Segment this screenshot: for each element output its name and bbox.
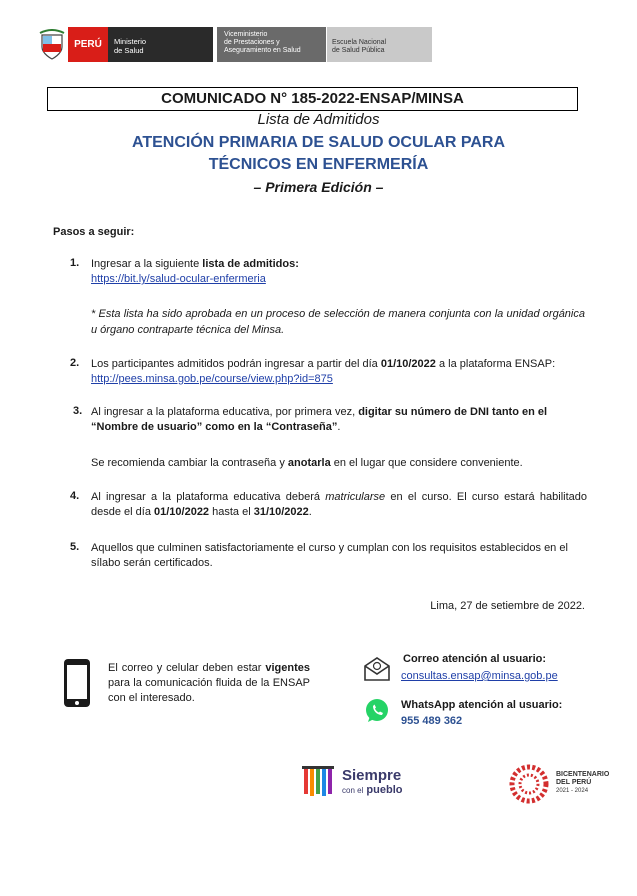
ensap-platform-link[interactable]: http://pees.minsa.gob.pe/course/view.php?id=875 <box>91 373 333 385</box>
step-number: 5. <box>70 541 80 553</box>
peru-logo: PERÚ <box>68 27 108 62</box>
step-number: 4. <box>70 490 80 502</box>
steps-heading: Pasos a seguir: <box>53 226 135 238</box>
peru-coat-of-arms-icon <box>38 29 66 61</box>
step-4-text: Al ingresar a la plataforma educativa deberá matricularse en el curso. El curso estará habilitado desde el día 01/10/2022 hasta el 31/10/2022. <box>91 491 587 518</box>
whatsapp-icon <box>364 698 390 724</box>
contact-notice: El correo y celular deben estar vigentes para la comunicación fluida de la ENSAP con el interesado. <box>108 662 310 704</box>
mobile-phone-icon <box>62 657 92 709</box>
step-3-text: Al ingresar a la plataforma educativa, por primera vez, digitar su número de DNI tanto en el “Nombre de usuario” como en la “Contraseña”. <box>91 406 548 433</box>
document-subtitle: Lista de Admitidos <box>257 111 380 128</box>
course-title-line1: ATENCIÓN PRIMARIA DE SALUD OCULAR PARA <box>131 134 506 151</box>
step-2-text: Los participantes admitidos podrán ingresar a partir del día 01/10/2022 a la plataforma ENSAP: http://pees.minsa.gob.pe/course/view.php?id=875 <box>91 358 556 385</box>
escuela-logo: Escuela Nacional de Salud Pública <box>327 27 432 62</box>
date-line: Lima, 27 de setiembre de 2022. <box>430 600 585 612</box>
step-number: 3. <box>73 405 83 417</box>
viceministerio-logo: Viceministerio de Prestaciones y Aseguramiento en Salud <box>217 27 326 62</box>
ministerio-logo: Ministerio de Salud <box>108 27 213 62</box>
email-icon <box>362 655 392 683</box>
step-1-text: Ingresar a la siguiente lista de admitidos: https://bit.ly/salud-ocular-enfermeria <box>91 258 299 285</box>
admitted-list-link[interactable]: https://bit.ly/salud-ocular-enfermeria <box>91 273 266 285</box>
logo-siempre: Siempre <box>342 767 402 784</box>
whatsapp-number: 955 489 362 <box>401 715 463 727</box>
bicentenario-years: 2021 - 2024 <box>556 788 589 794</box>
step-3-recommendation: Se recomienda cambiar la contraseña y anotarla en el lugar que considere conveniente. <box>91 457 523 469</box>
support-email-link[interactable]: consultas.ensap@minsa.gob.pe <box>401 670 558 682</box>
step-number: 1. <box>70 257 80 269</box>
bicentenario-sun-icon <box>508 763 550 805</box>
step-number: 2. <box>70 357 80 369</box>
email-heading: Correo atención al usuario: <box>403 653 547 665</box>
step-5-text: Aquellos que culminen satisfactoriamente el curso y cumplan con los requisitos establecidos en el sílabo serán certificados. <box>91 542 568 569</box>
bicentenario-logo <box>508 763 620 805</box>
whatsapp-heading: WhatsApp atención al usuario: <box>401 699 563 711</box>
edition-label: – Primera Edición – <box>253 179 384 195</box>
siempre-con-el-pueblo-logo <box>302 764 412 802</box>
logo-pueblo: con el pueblo <box>342 784 403 796</box>
bicentenario-line1: BICENTENARIO <box>556 771 610 778</box>
pueblo-figures-icon <box>302 764 338 800</box>
course-title-line2: TÉCNICOS EN ENFERMERÍA <box>208 156 429 173</box>
bicentenario-line2: DEL PERÚ <box>556 779 592 786</box>
step-1-note: * Esta lista ha sido aprobada en un proceso de selección de manera conjunta con la unidad orgánica u órgano contraparte técnica del Minsa. <box>91 308 585 336</box>
document-title: COMUNICADO N° 185-2022-ENSAP/MINSA <box>47 87 578 111</box>
